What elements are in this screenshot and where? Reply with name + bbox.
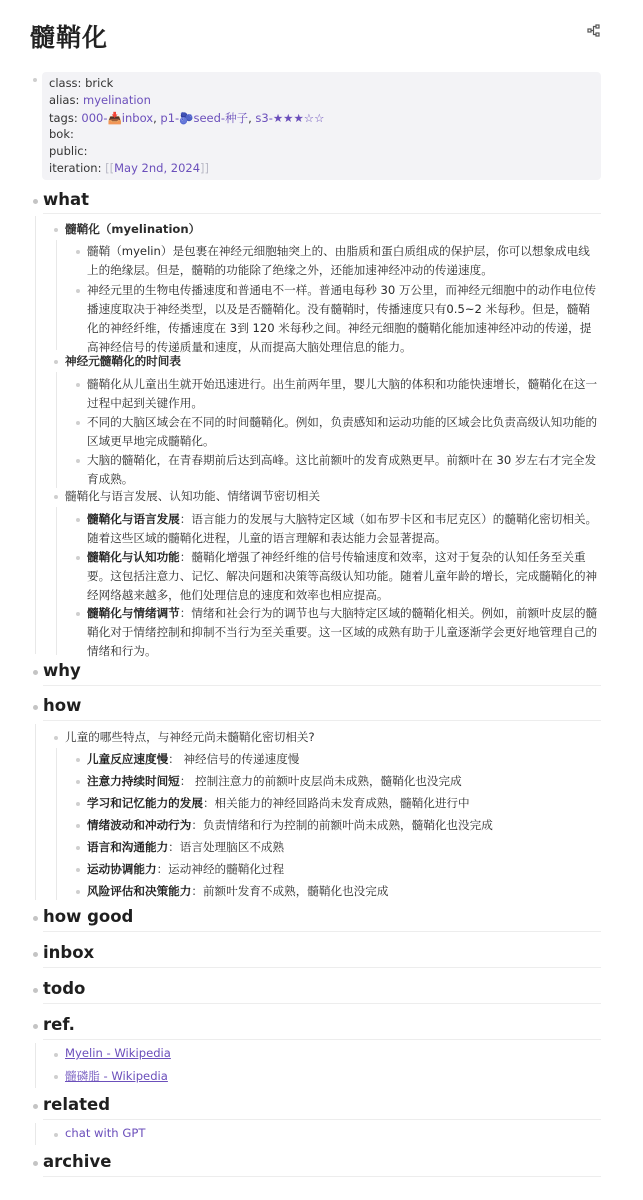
bullet[interactable]	[54, 1053, 58, 1057]
bullet[interactable]	[76, 289, 80, 293]
divider	[43, 931, 601, 932]
indent-guide	[56, 240, 57, 350]
paragraph: 髓鞘化与情绪调节：情绪和社会行为的调节也与大脑特定区域的髓鞘化相关。例如，前额叶皮层的髓鞘化对于情绪控制和抑制不当行为至关重要。这一区域的成熟有助于儿童逐渐学会更好地管理自己的情绪和行为。	[87, 606, 598, 658]
section-correlation-title: 髓鞘化与语言发展、认知功能、情绪调节密切相关	[65, 489, 321, 503]
section-timeline-title: 神经元髓鞘化的时间表	[65, 354, 181, 368]
indent-guide	[35, 216, 36, 654]
archive-bullet[interactable]	[33, 1161, 38, 1166]
paragraph: 髓鞘（myelin）是包裹在神经元细胞轴突上的、由脂质和蛋白质组成的保护层，你可以想象成电线上的绝缘层。但是，髓鞘的功能除了绝缘之外，还能加速神经冲动的传递速度。	[87, 244, 590, 277]
divider	[43, 720, 601, 721]
heading-ref: ref.	[43, 1015, 75, 1034]
indent-guide	[56, 507, 57, 655]
todo-bullet[interactable]	[33, 988, 38, 993]
property-bok: bok:	[49, 127, 74, 141]
properties-block[interactable]	[42, 72, 601, 180]
heading-how: how	[43, 696, 82, 715]
heading-what: what	[43, 190, 90, 209]
bullet[interactable]	[76, 250, 80, 254]
alias-link[interactable]: myelination	[83, 93, 151, 107]
list-item: 注意力持续时间短： 控制注意力的前额叶皮层尚未成熟，髓鞘化也没完成	[87, 774, 462, 788]
property-public: public:	[49, 144, 88, 158]
bullet[interactable]	[76, 846, 80, 850]
tag-inbox-link[interactable]: 000-📥inbox	[81, 111, 154, 125]
property-alias: alias: myelination	[49, 93, 151, 107]
indent-guide	[56, 748, 57, 900]
bullet[interactable]	[76, 421, 80, 425]
bullet[interactable]	[54, 1133, 58, 1137]
property-tags: tags: 000-📥inbox, p1-🫐seed-种子, s3-★★★☆☆	[49, 111, 325, 125]
indent-guide	[35, 1043, 36, 1088]
bullet[interactable]	[76, 518, 80, 522]
heading-todo: todo	[43, 979, 86, 998]
heading-how-good: how good	[43, 907, 134, 926]
heading-related: related	[43, 1095, 111, 1114]
divider	[43, 967, 601, 968]
how-question: 儿童的哪些特点，与神经元尚未髓鞘化密切相关?	[65, 730, 315, 744]
list-item: 学习和记忆能力的发展：相关能力的神经回路尚未发育成熟，髓鞘化进行中	[87, 796, 470, 810]
divider	[43, 213, 601, 214]
page-title: 髓鞘化	[30, 23, 109, 52]
heading-inbox: inbox	[43, 943, 95, 962]
bullet[interactable]	[54, 360, 58, 364]
bullet[interactable]	[76, 758, 80, 762]
list-item: 风险评估和决策能力：前额叶发育不成熟，髓鞘化也没完成	[87, 884, 389, 898]
ref-bullet[interactable]	[33, 1024, 38, 1029]
divider	[43, 1039, 601, 1040]
bullet[interactable]	[76, 383, 80, 387]
paragraph: 髓鞘化从儿童出生就开始迅速进行。出生前两年里，婴儿大脑的体积和功能快速增长，髓鞘化在这一过程中起到关键作用。	[87, 377, 598, 410]
paragraph: 髓鞘化与认知功能：髓鞘化增强了神经纤维的信号传输速度和效率，这对于复杂的认知任务至关重要。这包括注意力、记忆、解决问题和决策等高级认知功能。随着儿童年龄的增长，完成髓鞘化的神经网络越来越多，他们处理信息的速度和效率也相应提高。	[87, 550, 598, 602]
related-bullet[interactable]	[33, 1104, 38, 1109]
inbox-bullet[interactable]	[33, 952, 38, 957]
bullet[interactable]	[54, 495, 58, 499]
divider	[43, 685, 601, 686]
graph-view-icon[interactable]	[586, 23, 602, 39]
divider	[43, 1176, 601, 1177]
why-bullet[interactable]	[33, 670, 38, 675]
bullet[interactable]	[76, 780, 80, 784]
bullet[interactable]	[54, 1075, 58, 1079]
divider	[43, 1003, 601, 1004]
section-myelination-title: 髓鞘化（myelination）	[65, 222, 201, 236]
iteration-date-link[interactable]: May 2nd, 2024	[114, 161, 201, 175]
indent-guide	[35, 724, 36, 900]
bullet[interactable]	[76, 824, 80, 828]
how-bullet[interactable]	[33, 705, 38, 710]
paragraph: 髓鞘化与语言发展：语言能力的发展与大脑特定区域（如布罗卡区和韦尼克区）的髓鞘化密切相关。随着这些区域的髓鞘化进程，儿童的语言理解和表达能力会显著提高。	[87, 512, 598, 545]
properties-bullet[interactable]	[33, 78, 37, 82]
list-item: 语言和沟通能力：语言处理脑区不成熟	[87, 840, 285, 854]
paragraph: 大脑的髓鞘化，在青春期前后达到高峰。这比前额叶的发育成熟更早。前额叶在 30 岁左右才完全发育成熟。	[87, 453, 597, 486]
indent-guide	[56, 372, 57, 488]
divider	[43, 1119, 601, 1120]
bullet[interactable]	[54, 736, 58, 740]
tag-seed-link[interactable]: p1-🫐seed-种子	[160, 111, 249, 125]
ref-link-myelin-zh-wikipedia[interactable]: 髓磷脂 - Wikipedia	[65, 1069, 168, 1083]
tag-stars-link[interactable]: s3-★★★☆☆	[255, 111, 325, 125]
list-item: 情绪波动和冲动行为：负责情绪和行为控制的前额叶尚未成熟，髓鞘化也没完成	[87, 818, 493, 832]
list-item: 儿童反应速度慢： 神经信号的传递速度慢	[87, 752, 300, 766]
what-bullet[interactable]	[33, 199, 38, 204]
list-item: 运动协调能力：运动神经的髓鞘化过程	[87, 862, 285, 876]
bullet[interactable]	[76, 802, 80, 806]
paragraph: 不同的大脑区域会在不同的时间髓鞘化。例如，负责感知和运动功能的区域会比负责高级认知功能的区域更早地完成髓鞘化。	[87, 415, 598, 448]
bullet[interactable]	[54, 228, 58, 232]
how-good-bullet[interactable]	[33, 916, 38, 921]
bullet[interactable]	[76, 890, 80, 894]
property-iteration: iteration: [[May 2nd, 2024]]	[49, 161, 210, 175]
property-class: class: brick	[49, 76, 114, 90]
bullet[interactable]	[76, 868, 80, 872]
ref-link-myelin-wikipedia[interactable]: Myelin - Wikipedia	[65, 1046, 171, 1060]
related-link-chat-gpt[interactable]: chat with GPT	[65, 1126, 146, 1140]
bullet[interactable]	[76, 459, 80, 463]
paragraph: 神经元里的生物电传播速度和普通电不一样。普通电每秒 30 万公里，而神经元细胞中的动作电位传播速度取决于神经类型，以及是否髓鞘化。没有髓鞘时，传播速度只有0.5~2 米每秒。但是，髓鞘化的神经纤维，传播速度在 3到 120 米每秒之间。神经元细胞的髓鞘化能加速神经冲动的传递，提高神经信号的传递质量和速度，从而提高大脑处理信息的能力。	[87, 283, 597, 354]
heading-archive: archive	[43, 1152, 112, 1171]
indent-guide	[35, 1123, 36, 1145]
bullet[interactable]	[76, 556, 80, 560]
heading-why: why	[43, 661, 81, 680]
bullet[interactable]	[76, 612, 80, 616]
